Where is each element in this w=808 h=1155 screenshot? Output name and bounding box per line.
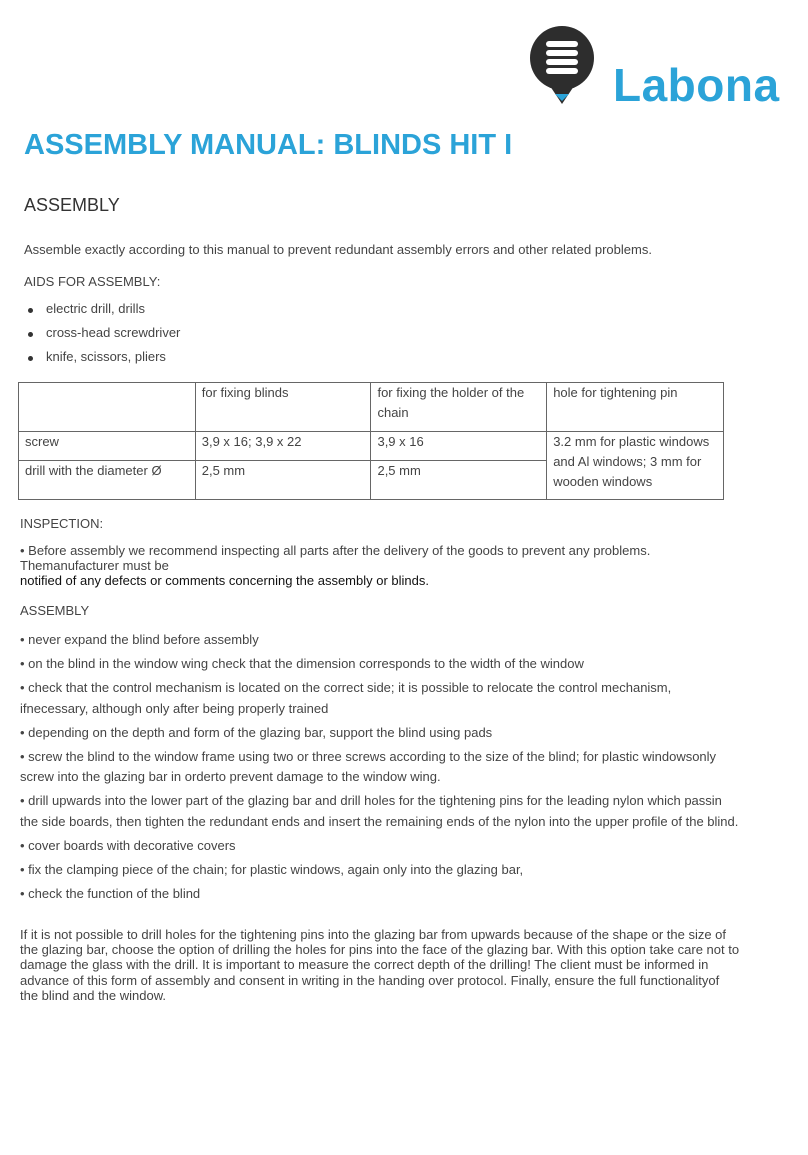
inspection-heading: INSPECTION: xyxy=(20,516,104,531)
assembly-steps xyxy=(20,630,740,908)
inspection-line: Themanufacturer must be xyxy=(20,558,169,573)
specifications-table xyxy=(18,382,724,500)
aids-item: electric drill, drills xyxy=(24,300,180,324)
intro-paragraph: Assemble exactly according to this manual to prevent redundant assembly errors and other related problems. xyxy=(24,242,652,257)
inspection-paragraph xyxy=(20,543,720,588)
assembly-step: • fix the clamping piece of the chain; for plastic windows, again only into the glazing bar, xyxy=(20,861,524,877)
table-header-cell: hole for tightening pin xyxy=(547,383,724,432)
table-header-cell: for fixing the holder of the chain xyxy=(371,383,547,432)
aids-list xyxy=(24,300,180,372)
inspection-line: • Before assembly we recommend inspecting all parts after the delivery of the goods to prevent any problems. xyxy=(20,543,651,558)
aids-item: knife, scissors, pliers xyxy=(24,348,180,372)
table-header-cell xyxy=(19,383,196,432)
aids-heading: AIDS FOR ASSEMBLY: xyxy=(24,274,161,289)
table-cell-pin: 3.2 mm for plastic windows and Al windows; 3 mm for wooden windows xyxy=(547,432,724,500)
aids-item: cross-head screwdriver xyxy=(24,324,180,348)
table-cell: 2,5 mm xyxy=(371,461,547,500)
section-heading: ASSEMBLY xyxy=(24,195,120,215)
assembly-step: • depending on the depth and form of the glazing bar, support the blind using pads xyxy=(20,724,493,740)
assembly-step: • cover boards with decorative covers xyxy=(20,837,236,853)
brand-logo xyxy=(530,26,800,111)
table-header-cell: for fixing blinds xyxy=(195,383,371,432)
table-cell: drill with the diameter Ø xyxy=(19,461,196,500)
assembly-heading: ASSEMBLY xyxy=(20,603,90,618)
blinds-pin-icon xyxy=(530,26,594,106)
table-row xyxy=(19,432,724,461)
table-cell: 2,5 mm xyxy=(195,461,371,500)
table-cell: 3,9 x 16 xyxy=(371,432,547,461)
assembly-step: • on the blind in the window wing check that the dimension corresponds to the width of the window xyxy=(20,656,584,671)
inspection-line: notified of any defects or comments concerning the assembly or blinds. xyxy=(20,573,429,588)
brand-name: Labona xyxy=(613,59,780,111)
closing-paragraph: If it is not possible to drill holes for the tightening pins into the glazing bar from upwards because of the shape or the size of the glazing bar, choose the option of drilling the holes for pins into the face of the glazing bar. With this option take care not to damage the glass with the drill. It is important to measure the correct depth of the drilling! The client must be informed in advance of this form of assembly and consent in writing in the handing over protocol. Finally, ensure the full functionalityof the blind and the window. xyxy=(20,927,740,1003)
assembly-step: • check that the control mechanism is located on the correct side; it is possible to relocate the control mechanism, ifnecessary, although only after being properly trained xyxy=(20,680,672,716)
table-cell: screw xyxy=(19,432,196,461)
document-title: ASSEMBLY MANUAL: BLINDS HIT I xyxy=(24,129,513,161)
assembly-step: • check the function of the blind xyxy=(20,885,201,901)
assembly-step: • never expand the blind before assembly xyxy=(20,632,259,647)
assembly-step: • screw the blind to the window frame using two or three screws according to the size of the blind; for plastic windowsonly screw into the glazing bar in orderto prevent damage to the window wing. xyxy=(20,748,717,784)
table-header-row xyxy=(19,383,724,432)
assembly-step: • drill upwards into the lower part of the glazing bar and drill holes for the tightening pins for the leading nylon which passin the side boards, then tighten the redundant ends and insert the remaining ends of the nylon into the upper profile of the blind. xyxy=(20,793,739,829)
table-cell: 3,9 x 16; 3,9 x 22 xyxy=(195,432,371,461)
